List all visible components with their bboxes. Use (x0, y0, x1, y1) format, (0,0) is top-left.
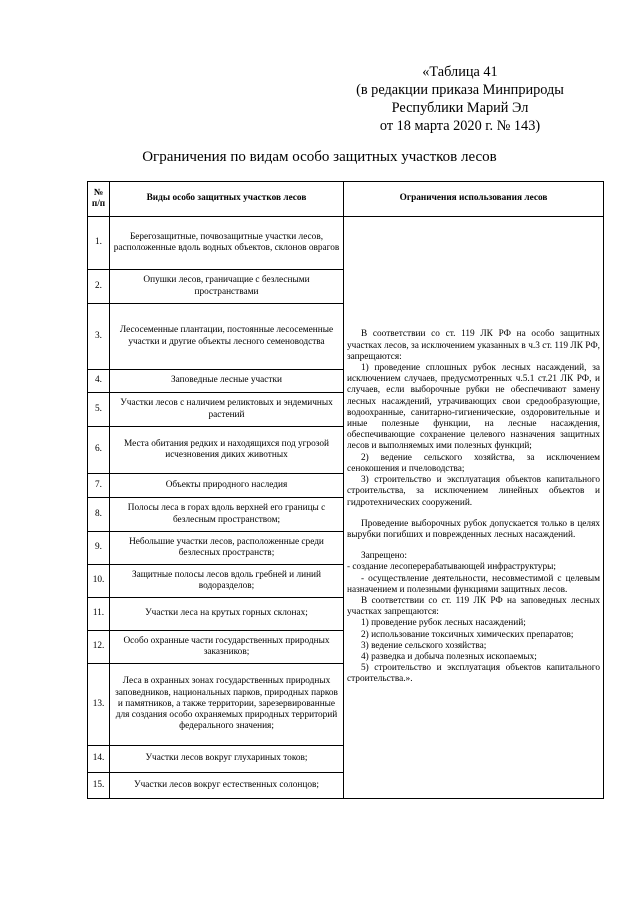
row-number: 2. (88, 270, 110, 304)
row-kind: Особо охранные части государственных природных заказников; (110, 631, 344, 664)
restriction-paragraph: - создание лесоперерабатывающей инфраструктуры; (347, 562, 556, 573)
row-number: 15. (88, 773, 110, 799)
restriction-paragraph: Запрещено: (361, 551, 407, 562)
row-kind: Участки лесов вокруг естественных солонцов; (110, 773, 344, 799)
row-kind: Заповедные лесные участки (110, 370, 344, 393)
caption-line: (в редакции приказа Минприроды (356, 82, 564, 98)
restrictions-table (87, 181, 604, 799)
restriction-paragraph: 3) ведение сельского хозяйства; (361, 640, 487, 651)
row-number: 11. (88, 598, 110, 631)
row-number: 7. (88, 474, 110, 498)
caption-line: от 18 марта 2020 г. № 143) (379, 118, 541, 134)
row-kind: Места обитания редких и находящихся под угрозой исчезновения диких животных (110, 427, 344, 474)
column-header-restriction: Ограничения использования лесов (344, 182, 604, 217)
caption-line: Республики Марий Эл (391, 100, 529, 116)
header-num-line: п/п (91, 199, 106, 209)
restriction-paragraph: 1) проведение рубок лесных насаждений; (361, 618, 526, 629)
caption-line: «Таблица 41 (422, 64, 498, 80)
document-title: Ограничения по видам особо защитных участков лесов (142, 149, 497, 165)
row-kind: Опушки лесов, граничащие с безлесными пространствами (110, 270, 344, 304)
restriction-paragraph: 1) проведение сплошных рубок лесных насаждений, за исключением случаев, предусмотренных ч.5.1 ст.21 ЛК РФ, и случаев, если выборочные рубки не обеспечивают замену лесных насаждений, утрачивающих свои средообразующие, водоохранные, санитарно-гигиенические, оздоровительные и иные полезные функции, на лесные насаждения, обеспечивающие сохранение целевого назначения защитных лесов и выполняемых ими полезных функций; (347, 363, 600, 452)
row-number: 1. (88, 217, 110, 270)
restriction-paragraph: 2) ведение сельского хозяйства, за исключением сенокошения и пчеловодства; (347, 452, 600, 474)
row-number: 3. (88, 304, 110, 370)
column-header-number (88, 182, 110, 217)
row-kind: Защитные полосы лесов вдоль гребней и линий водоразделов; (110, 565, 344, 598)
row-number: 12. (88, 631, 110, 664)
row-kind: Лесосеменные плантации, постоянные лесосеменные участки и другие объекты лесного семеноводства (110, 304, 344, 370)
row-number: 9. (88, 532, 110, 565)
header-num-line: № (93, 187, 104, 198)
row-number: 5. (88, 393, 110, 427)
row-kind: Участки леса на крутых горных склонах; (110, 598, 344, 631)
table-header-row (88, 182, 604, 217)
row-kind: Объекты природного наследия (110, 474, 344, 498)
row-number: 10. (88, 565, 110, 598)
table-row (88, 217, 604, 270)
row-number: 4. (88, 370, 110, 393)
row-kind: Небольшие участки лесов, расположенные среди безлесных пространств; (110, 532, 344, 565)
restriction-paragraph: 5) строительство и эксплуатация объектов капитального строительства.». (347, 663, 600, 685)
restriction-paragraph: Проведение выборочных рубок допускается только в целях вырубки погибших и поврежденных лесных насаждений. (347, 518, 600, 540)
restriction-cell (344, 217, 604, 799)
row-number: 8. (88, 498, 110, 532)
row-kind: Участки лесов вокруг глухариных токов; (110, 746, 344, 773)
row-kind: Полосы леса в горах вдоль верхней его границы с безлесным пространством; (110, 498, 344, 532)
restriction-paragraph: В соответствии со ст. 119 ЛК РФ на особо защитных участках лесов, за исключением указанных в ч.3 ст. 119 ЛК РФ, запрещаются: (347, 329, 600, 362)
table-caption-header (300, 63, 620, 135)
row-number: 6. (88, 427, 110, 474)
row-kind: Берегозащитные, почвозащитные участки лесов, расположенные вдоль водных объектов, склонов оврагов (110, 217, 344, 270)
row-kind: Леса в охранных зонах государственных природных заповедников, национальных парков, природных парков и памятников, а также территории, зарезервированные для создания особо охраняемых природных территорий федерального значения; (110, 664, 344, 746)
restriction-paragraph: 4) разведка и добыча полезных ископаемых; (361, 651, 537, 662)
restriction-paragraph: - осуществление деятельности, несовместимой с целевым назначением и полезными функциями защитных лесов. (347, 573, 600, 595)
row-kind: Участки лесов с наличием реликтовых и эндемичных растений (110, 393, 344, 427)
restriction-paragraph: В соответствии со ст. 119 ЛК РФ на заповедных лесных участках запрещаются: (347, 595, 600, 618)
column-header-kind: Виды особо защитных участков лесов (110, 182, 344, 217)
row-number: 14. (88, 746, 110, 773)
row-number: 13. (88, 664, 110, 746)
restriction-paragraph: 2) использование токсичных химических препаратов; (361, 629, 574, 640)
restriction-paragraph: 3) строительство и эксплуатация объектов капитального строительства, за исключением линейных объектов и гидротехнических сооружений. (347, 475, 600, 508)
